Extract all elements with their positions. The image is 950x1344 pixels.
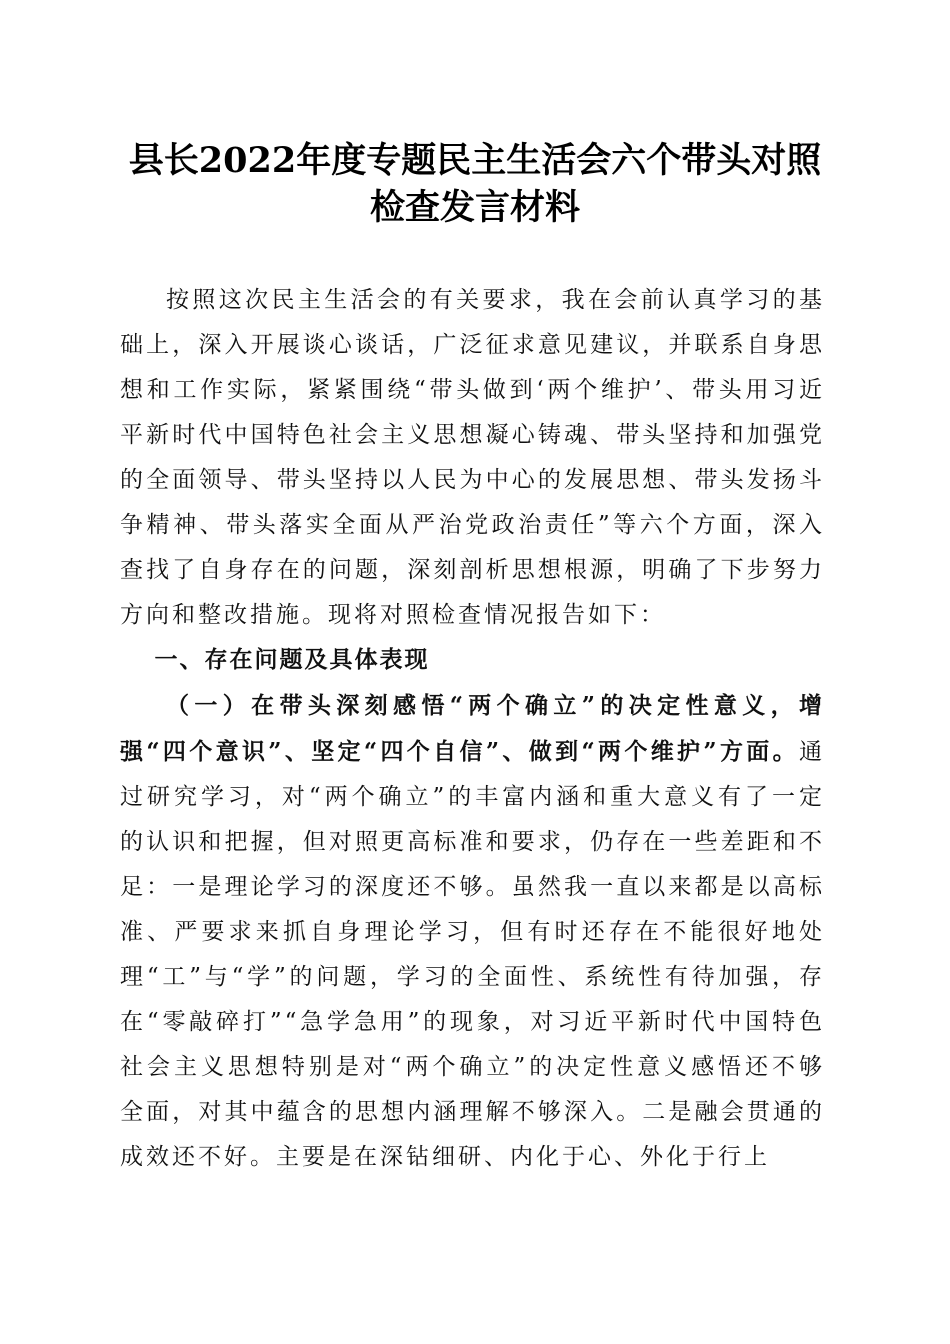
section-heading-1: 一、存在问题及具体表现 xyxy=(154,647,430,673)
document-body xyxy=(120,278,825,1180)
subsection-body-1: 通过研究学习，对“两个确立”的丰富内涵和重大意义有了一定的认识和把握，但对照更高标准和要求，仍存在一些差距和不足：一是理论学习的深度还不够。虽然我一直以来都是以高标准、严要求来抓自身理论学习，但有时还存在不能很好地处理“工”与“学”的问题，学习的全面性、系统性有待加强，存在“零敲碎打”“急学急用”的现象，对习近平新时代中国特色社会主义思想特别是对“两个确立”的决定性意义感悟还不够全面，对其中蕴含的思想内涵理解不够深入。二是融会贯通的成效还不好。主要是在深钻细研、内化于心、外化于行上 xyxy=(120,739,825,1170)
document-title-line-1: 县长2022年度专题民主生活会六个带头对照 xyxy=(128,140,822,181)
intro-paragraph: 按照这次民主生活会的有关要求，我在会前认真学习的基础上，深入开展谈心谈话，广泛征求意见建议，并联系自身思想和工作实际，紧紧围绕“带头做到‘两个维护’、带头用习近平新时代中国特色社会主义思想凝心铸魂、带头坚持和加强党的全面领导、带头坚持以人民为中心的发展思想、带头发扬斗争精神、带头落实全面从严治党政治责任”等六个方面，深入查找了自身存在的问题，深刻剖析思想根源，明确了下步努力方向和整改措施。现将对照检查情况报告如下： xyxy=(120,287,825,628)
subsection-paragraph-1 xyxy=(120,683,825,1180)
subsection-heading-1: （一）在带头深刻感悟“两个确立”的决定性意义，增强“四个意识”、坚定“四个自信”、做到“两个维护”方面。 xyxy=(120,692,825,765)
document-title-line-2: 检查发言材料 xyxy=(369,187,580,228)
